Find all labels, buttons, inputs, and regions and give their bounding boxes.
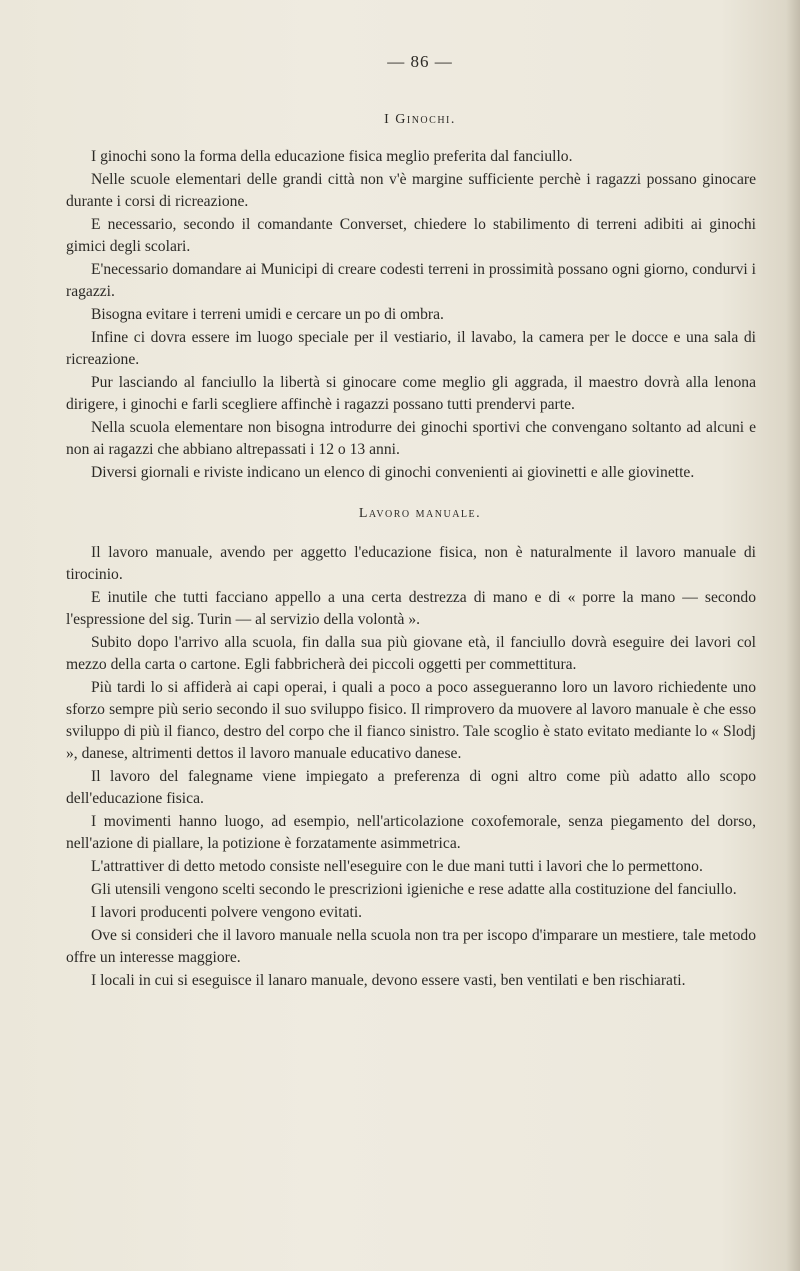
paragraph: E inutile che tutti facciano appello a una certa destrezza di mano e di « porre la mano — secondo l'espressione del sig. Turin — al servizio della volontà ». <box>66 589 756 628</box>
paragraph: I ginochi sono la forma della educazione fisica meglio preferita dal fanciullo. <box>91 148 573 165</box>
paragraph: Il lavoro manuale, avendo per aggetto l'educazione fisica, non è naturalmente il lavoro manuale di tirocinio. <box>66 544 756 583</box>
paragraph: Il lavoro del falegname viene impiegato a preferenza di ogni altro come più adatto allo scopo dell'educazione fisica. <box>66 768 756 807</box>
paragraph: Pur lasciando al fanciullo la libertà si ginocare come meglio gli aggrada, il maestro dovrà alla lenona dirigere, i ginochi e farli scegliere affinchè i ragazzi possano tutti prendervi parte. <box>66 374 756 413</box>
page-edge-shadow <box>786 0 800 1271</box>
section-body-ginochi <box>66 146 756 484</box>
section-title-lavoro-manuale: Lavoro manuale. <box>358 506 482 521</box>
paragraph: L'attrattiver di detto metodo consiste nell'eseguire con le due mani tutti i lavori che lo permettono. <box>91 858 703 875</box>
paragraph: Diversi giornali e riviste indicano un elenco di ginochi convenienti ai giovinetti e alle giovinette. <box>91 464 695 481</box>
paragraph: Nella scuola elementare non bisogna introdurre dei ginochi sportivi che convengano soltanto ad alcuni e non ai ragazzi che abbiano altrepassati i 12 o 13 anni. <box>66 419 756 458</box>
paragraph: E'necessario domandare ai Municipi di creare codesti terreni in prossimità possano ogni giorno, condurvi i ragazzi. <box>66 261 756 300</box>
section-body-lavoro-manuale <box>66 542 756 992</box>
section-title-ginochi: I Ginochi. <box>384 112 456 127</box>
page-number: — 86 — <box>387 52 453 71</box>
paragraph: I locali in cui si eseguisce il lanaro manuale, devono essere vasti, ben ventilati e ben rischiarati. <box>91 972 686 989</box>
paragraph: I movimenti hanno luogo, ad esempio, nell'articolazione coxofemorale, senza piegamento del dorso, nell'azione di piallare, la potizione è forzatamente asimmetrica. <box>66 813 756 852</box>
paragraph: Nelle scuole elementari delle grandi città non v'è margine sufficiente perchè i ragazzi possano ginocare durante i corsi di ricreazione. <box>66 171 756 210</box>
paragraph: Più tardi lo si affiderà ai capi operai, i quali a poco a poco assegueranno loro un lavoro richiedente uno sforzo sempre più serio secondo il suo sviluppo fisico. Il rimprovero da muovere al lavoro manuale è che esso sviluppo di più il fianco, destro del corpo che il fianco sinistro. Tale scoglio è stato evitato mediante lo « Slodj », danese, altrimenti dettos il lavoro manuale educativo danese. <box>66 679 756 762</box>
paragraph: I lavori producenti polvere vengono evitati. <box>91 904 363 921</box>
paragraph: Gli utensili vengono scelti secondo le prescrizioni igieniche e rese adatte alla costituzione del fanciullo. <box>91 881 737 898</box>
paragraph: Subito dopo l'arrivo alla scuola, fin dalla sua più giovane età, il fanciullo dovrà eseguire dei lavori col mezzo della carta o cartone. Egli fabbricherà dei piccoli oggetti per commettitura. <box>66 634 756 673</box>
paragraph: E necessario, secondo il comandante Converset, chiedere lo stabilimento di terreni adibiti ai ginochi gimici degli scolari. <box>66 216 756 255</box>
paragraph: Infine ci dovra essere im luogo speciale per il vestiario, il lavabo, la camera per le docce e una sala di ricreazione. <box>66 329 756 368</box>
paragraph: Ove si consideri che il lavoro manuale nella scuola non tra per iscopo d'imparare un mestiere, tale metodo offre un interesse maggiore. <box>66 927 756 966</box>
paragraph: Bisogna evitare i terreni umidi e cercare un po di ombra. <box>91 306 444 323</box>
